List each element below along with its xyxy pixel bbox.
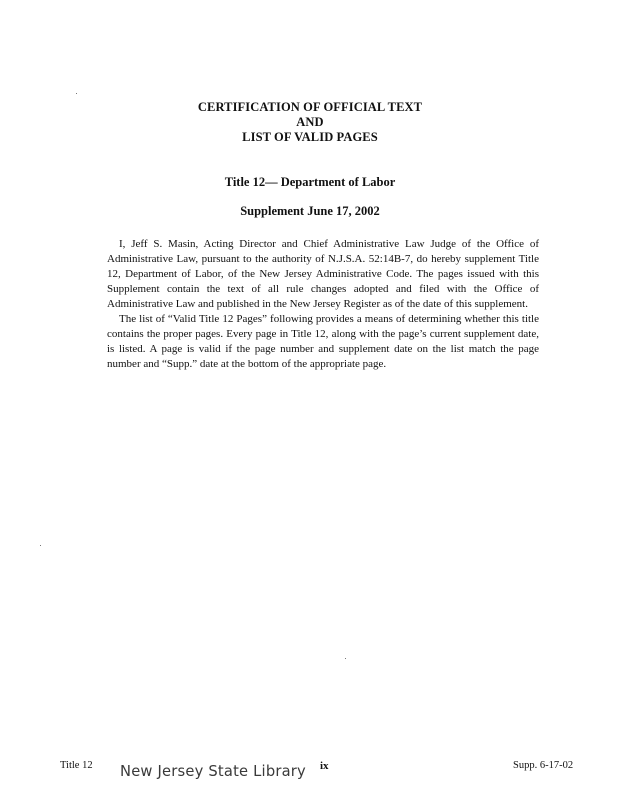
footer-title: Title 12 <box>60 760 93 771</box>
certification-heading: CERTIFICATION OF OFFICIAL TEXT <box>197 100 423 114</box>
heading-conjunction: AND <box>296 115 324 129</box>
footer-supplement-date: Supp. 6-17-02 <box>513 760 574 771</box>
certification-paragraph: I, Jeff S. Masin, Acting Director and Chief Administrative Law Judge of the Office of Administrative Law, pursuant to the authority of N.J.S.A. 52:14B-7, do hereby supplement Title 12, Department of Labor, of the New Jersey Administrative Code. The pages issued with this Supplement contain the text of all rule changes adopted and filed with the Office of Administrative Law and published in the New Jersey Register as of the date of this supplement. <box>107 238 539 310</box>
valid-pages-paragraph: The list of “Valid Title 12 Pages” following provides a means of determining whether this title contains the proper pages. Every page in Title 12, along with the page’s current supplement date, is listed. A page is valid if the page number and supplement date on the list match the page number and “Supp.” date at the bottom of the appropriate page. <box>107 313 539 370</box>
scan-speck <box>345 658 346 659</box>
title-heading: Title 12— Department of Labor <box>224 175 396 189</box>
supplement-date-heading: Supplement June 17, 2002 <box>240 204 380 218</box>
library-stamp: New Jersey State Library <box>120 762 306 780</box>
page-number: ix <box>320 760 329 772</box>
scan-speck <box>40 545 41 546</box>
scan-speck <box>76 93 77 94</box>
valid-pages-heading: LIST OF VALID PAGES <box>242 130 378 144</box>
